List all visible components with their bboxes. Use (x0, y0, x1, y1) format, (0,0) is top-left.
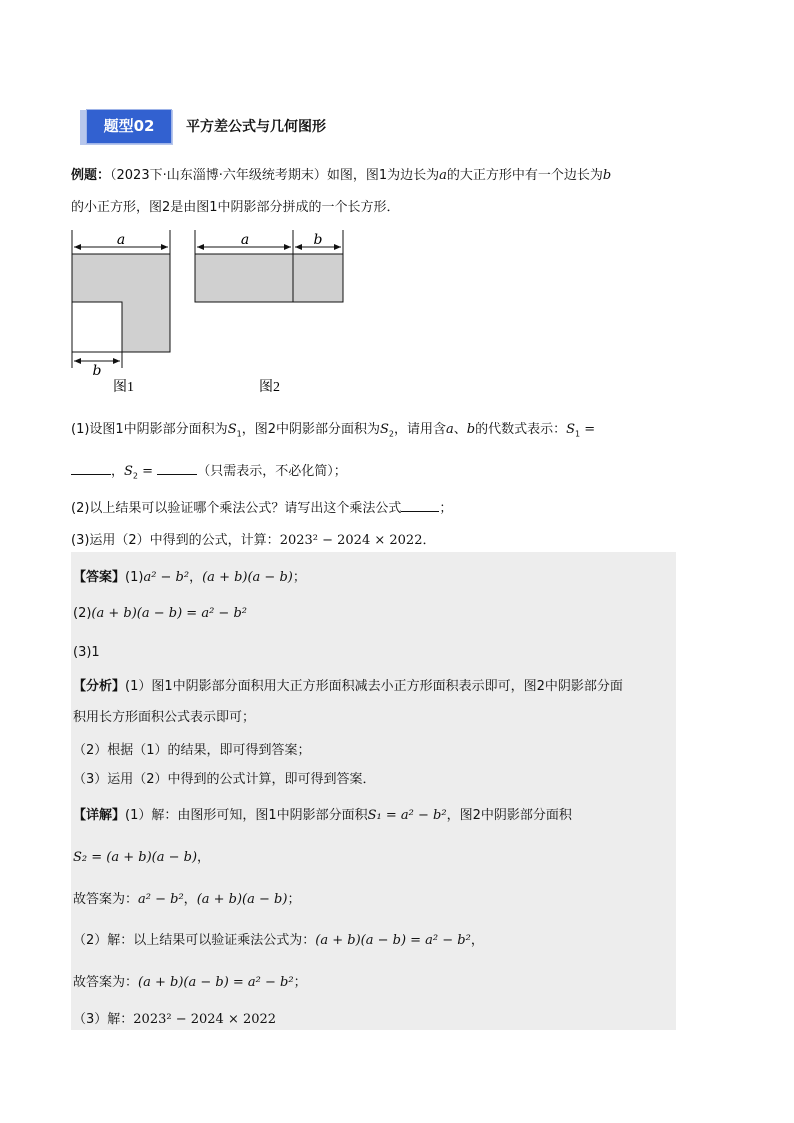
analysis-line-4: （3）运用（2）中得到的公式计算，即可得到答案． (73, 772, 376, 787)
topic-badge: 题型02 (86, 109, 172, 144)
rect-part-a (195, 254, 293, 302)
detail-line-2: S₂ = (a + b)(a − b)， (73, 850, 211, 865)
example-text-1: （2023下·山东淄博·六年级统考期末）如图，图1为边长为 (110, 168, 440, 183)
question-3: (3)运用（2）中得到的公式，计算：2023² − 2024 × 2022． (71, 533, 436, 548)
detail-line-3: 故答案为：a² − b²，(a + b)(a − b)； (73, 892, 301, 907)
rect-part-b (293, 254, 343, 302)
detail-line-5: 故答案为：(a + b)(a − b) = a² − b²； (73, 975, 307, 990)
figure-1 (72, 230, 170, 395)
fig1-label-b: b (92, 363, 102, 379)
detail-line-6: （3）解：2023² − 2024 × 2022 (73, 1012, 277, 1027)
fig2-label-a: a (240, 232, 250, 248)
question-2: (2)以上结果可以验证哪个乘法公式？请写出这个乘法公式 ； (71, 501, 453, 516)
var-a: a (439, 168, 447, 183)
small-square (72, 302, 122, 352)
question-1-line-2: ，$S_2$ = （只需表示，不必化简）； (71, 460, 347, 479)
fig1-caption: 图1 (113, 380, 134, 395)
topic-title: 平方差公式与几何图形 (186, 119, 326, 135)
example-prefix: 例题： (71, 168, 111, 183)
blank-s2[interactable] (157, 462, 197, 475)
figure-2 (195, 230, 343, 395)
analysis-line-3: （2）根据（1）的结果，即可得到答案； (73, 743, 311, 758)
detail-line-1: 【详解】(1）解：由图形可知，图1中阴影部分面积S₁ = a² − b²，图2中阴影部分面积 (73, 808, 572, 823)
question-1-line-1: (1)设图1中阴影部分面积为$S_1$，图2中阴影部分面积为$S_2$，请用含a、b的代数式表示：$S_1$ = (71, 422, 596, 439)
answer-line-2: (2)(a + b)(a − b) = a² − b² (73, 606, 247, 621)
example-line-2: 的小正方形，图2是由图1中阴影部分拼成的一个长方形． (71, 200, 400, 215)
answer-line-1: 【答案】(1)a² − b²，(a + b)(a − b)； (73, 570, 306, 585)
analysis-line-1: 【分析】(1）图1中阴影部分面积用大正方形面积减去小正方形面积表示即可，图2中阴影部分面 (73, 679, 623, 694)
solution-panel (71, 552, 676, 1030)
example-line-1 (71, 164, 611, 183)
fig2-label-b: b (313, 232, 323, 248)
analysis-line-2: 积用长方形面积公式表示即可； (73, 710, 256, 725)
fig1-label-a: a (116, 232, 126, 248)
var-b: b (602, 168, 612, 183)
detail-line-4: （2）解：以上结果可以验证乘法公式为：(a + b)(a − b) = a² − b²， (73, 933, 484, 948)
geometry-figure (66, 228, 356, 398)
fig2-caption: 图2 (259, 380, 280, 395)
blank-s1[interactable] (71, 462, 111, 475)
answer-line-3: (3)1 (73, 645, 100, 660)
example-text-1b: 的大正方形中有一个边长为 (446, 168, 603, 183)
blank-formula[interactable] (401, 499, 439, 512)
